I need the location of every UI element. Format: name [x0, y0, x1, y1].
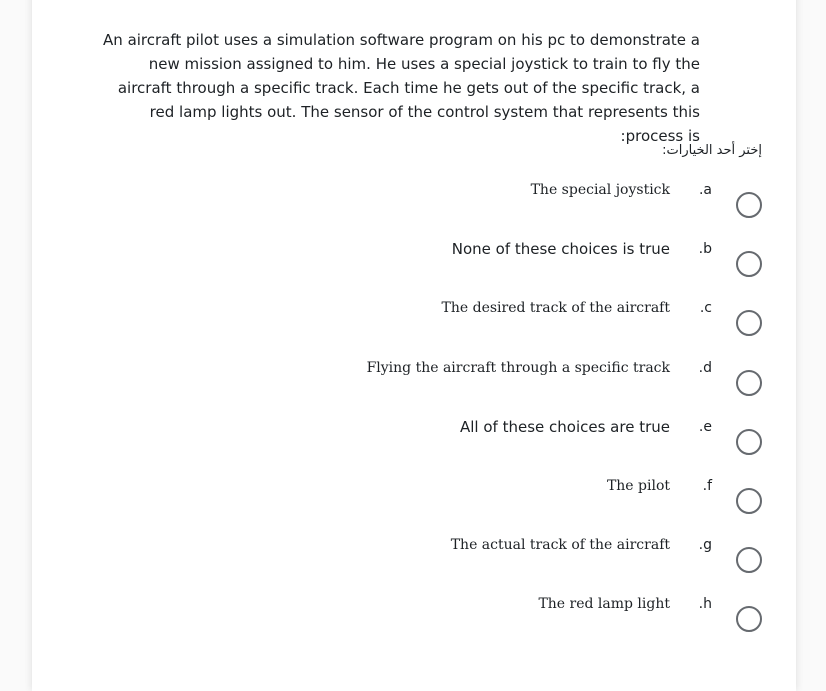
option-d[interactable] [262, 358, 762, 398]
radio-option-e[interactable] [736, 429, 762, 455]
option-letter: c. [699, 300, 712, 316]
radio-option-f[interactable] [736, 488, 762, 514]
option-letter: a. [698, 182, 712, 198]
option-e[interactable] [262, 417, 762, 457]
option-label[interactable]: The special joystick [530, 182, 670, 198]
option-letter: e. [698, 419, 712, 435]
option-label[interactable]: The desired track of the aircraft [441, 300, 670, 316]
radio-option-d[interactable] [736, 370, 762, 396]
option-letter: b. [698, 241, 712, 257]
choose-option-prompt: إختر أحد الخيارات: [662, 143, 762, 158]
option-f[interactable] [262, 476, 762, 516]
option-b[interactable] [262, 239, 762, 279]
option-c[interactable] [262, 298, 762, 338]
question-text: An aircraft pilot uses a simulation software program on his pc to demonstrate a new mission assigned to him. He uses a special joystick to train to fly the aircraft through a specific track. Each time he gets out of the specific track, a red lamp lights out. The sensor of the control system that represents this process is: [103, 31, 700, 145]
radio-option-a[interactable] [736, 192, 762, 218]
option-label[interactable]: All of these choices are true [460, 418, 670, 436]
option-label[interactable]: Flying the aircraft through a specific track [366, 360, 670, 376]
radio-option-g[interactable] [736, 547, 762, 573]
option-label[interactable]: None of these choices is true [451, 240, 670, 258]
radio-option-c[interactable] [736, 310, 762, 336]
option-label[interactable]: The actual track of the aircraft [450, 537, 670, 553]
option-letter: f. [702, 478, 712, 494]
option-label[interactable]: The pilot [606, 478, 670, 494]
option-label[interactable]: The red lamp light [538, 596, 670, 612]
option-letter: d. [698, 360, 712, 376]
option-letter: h. [698, 596, 712, 612]
option-h[interactable] [262, 594, 762, 634]
option-g[interactable] [262, 535, 762, 575]
radio-option-h[interactable] [736, 606, 762, 632]
option-a[interactable] [262, 180, 762, 220]
option-letter: g. [698, 537, 712, 553]
radio-option-b[interactable] [736, 251, 762, 277]
